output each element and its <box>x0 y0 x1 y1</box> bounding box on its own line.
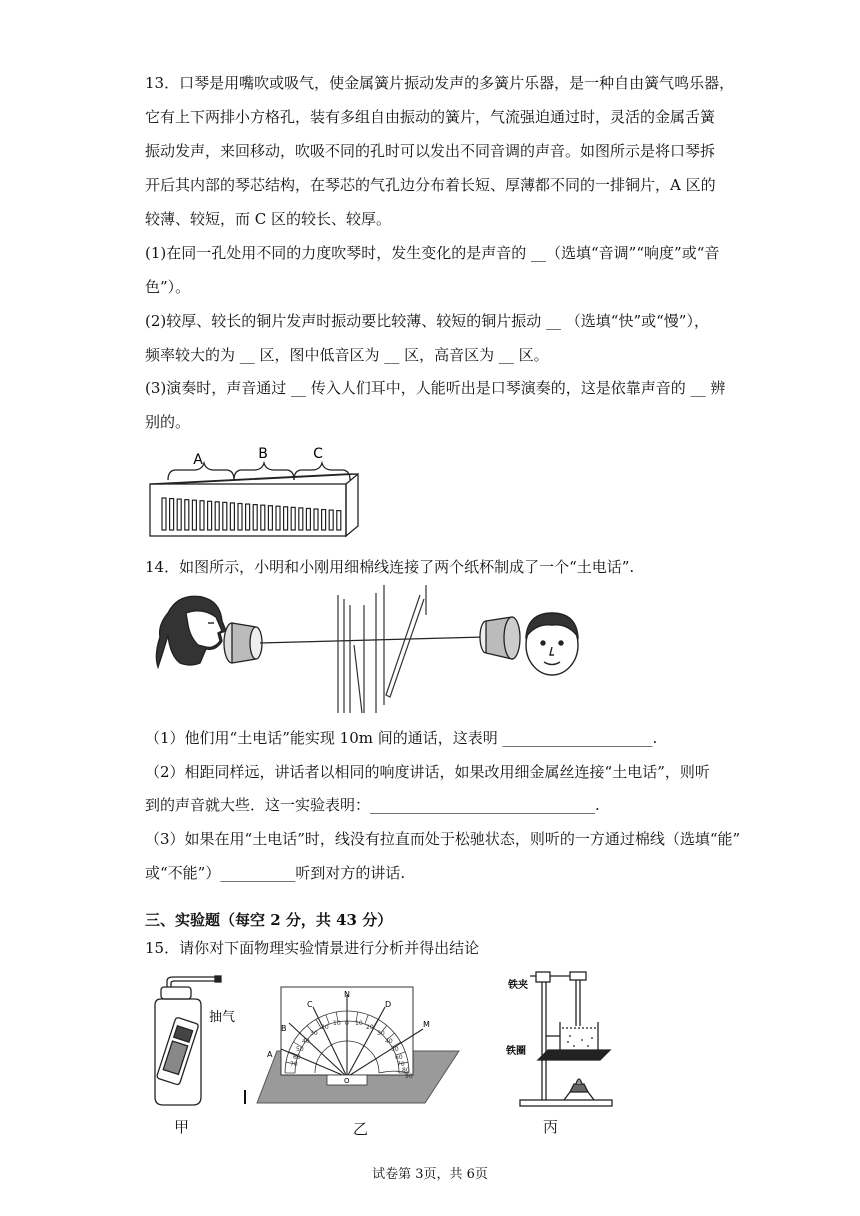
label-iron-clamp: 铁夹 <box>508 980 528 991</box>
scale-40-right: 40 <box>385 1038 393 1045</box>
ray-label-n: N <box>344 990 350 999</box>
caption-jia: 甲 <box>174 1118 190 1136</box>
ray-label-m: M <box>423 1020 430 1029</box>
q13-part1-line-1: (1)在同一孔处用不同的力度吹琴时，发生变化的是声音的 __（选填“音调”“响度”或“音 <box>145 244 720 262</box>
reed-slot <box>253 505 257 530</box>
iron-stand-figure <box>500 966 620 1108</box>
girl-speaker-icon <box>156 596 226 667</box>
reed-slot <box>337 511 341 530</box>
scale-30-left: 30 <box>310 1030 318 1037</box>
scale-40-left: 40 <box>302 1038 310 1045</box>
reed-slot <box>208 501 212 530</box>
divider-mark <box>244 1090 246 1104</box>
label-iron-ring: 铁圈 <box>506 1046 526 1057</box>
tin-can-telephone-figure <box>150 585 590 715</box>
reed-slot <box>200 501 204 530</box>
reed-slot <box>284 507 288 530</box>
reed-slot <box>246 504 250 530</box>
reed-slot <box>306 508 310 530</box>
reed-slot <box>230 503 234 530</box>
scale-10-left: 10 <box>333 1020 341 1027</box>
q13-part2-line-1: (2)较厚、较长的铜片发声时振动要比较薄、较短的铜片振动 __ （选填“快”或“慢”）， <box>145 312 709 330</box>
label-b: B <box>258 446 268 462</box>
jar-vacuum-figure <box>145 975 260 1115</box>
reed-slot <box>223 502 227 530</box>
reflection-protractor-figure <box>255 985 465 1107</box>
reed-slot <box>276 506 280 530</box>
q13-intro-line-3: 振动发声，来回移动，吹吸不同的孔时可以发出不同音调的声音。如图所示是将口琴拆 <box>145 142 716 160</box>
reed-slot <box>314 509 318 530</box>
right-paper-cup-icon <box>480 617 520 659</box>
q14-part2-line-1: （2）相距同样远，讲话者以相同的响度讲话，如果改用细金属丝连接“土电话”，则听 <box>145 763 710 781</box>
scale-30-right: 30 <box>377 1030 385 1037</box>
q14-part2-line-2: 到的声音就大些．这一实验表明：______________________________. <box>145 796 600 814</box>
q13-intro-line-4: 开后其内部的琴芯结构，在琴芯的气孔边分布着长短、厚薄都不同的一排铜片，A 区的 <box>145 176 716 194</box>
reed-slot <box>299 508 303 530</box>
left-paper-cup-icon <box>224 623 262 663</box>
boy-listener-icon <box>526 613 578 675</box>
scale-60-right: 60 <box>395 1054 403 1061</box>
door-frame-icon <box>338 585 426 713</box>
caption-yi: 乙 <box>353 1120 369 1138</box>
harmonica-reed-figure <box>146 444 362 540</box>
reed-slot <box>238 504 242 531</box>
pump-label: 抽气 <box>209 1010 236 1025</box>
cotton-string <box>260 637 484 643</box>
reed-slot <box>268 506 272 530</box>
ray-label-c: C <box>307 1000 313 1009</box>
q13-part3-line-1: (3)演奏时，声音通过 __ 传入人们耳中，人能听出是口琴演奏的，这是依靠声音的 __ 辨 <box>145 379 726 397</box>
mobile-phone-icon <box>156 1017 199 1085</box>
ray-label-o: O <box>344 1077 350 1085</box>
scale-70-right: 70 <box>397 1061 405 1068</box>
reed-slot <box>261 505 265 530</box>
q13-intro-line-2: 它有上下两排小方格孔，装有多组自由振动的簧片，气流强迫通过时，灵活的金属舌簧 <box>145 108 716 126</box>
label-c: C <box>313 446 323 462</box>
scale-10-right: 10 <box>355 1020 363 1027</box>
label-a: A <box>193 452 203 468</box>
scale-90-right: 90 <box>405 1073 413 1080</box>
scale-20-left: 20 <box>321 1024 329 1031</box>
q14-part1: （1）他们用“土电话”能实现 10m 间的通话，这表明 ____________________. <box>145 729 658 747</box>
q13-part2-line-2: 频率较大的为 __ 区，图中低音区为 __ 区，高音区为 __ 区。 <box>145 346 549 364</box>
q14-part3-line-1: （3）如果在用“土电话”时，线没有拉直而处于松驰状态，则听的一方通过棉线（选填“能” <box>145 830 741 848</box>
ray-label-b: B <box>281 1024 287 1033</box>
reed-slot <box>185 500 189 530</box>
scale-50-right: 50 <box>391 1046 399 1053</box>
scale-60-left: 60 <box>293 1054 301 1061</box>
scale-0: 0 <box>345 1020 349 1027</box>
section3-heading: 三、实验题（每空 2 分，共 43 分） <box>145 911 393 929</box>
q15-prompt: 15．请你对下面物理实验情景进行分析并得出结论 <box>145 939 480 957</box>
scale-50-left: 50 <box>296 1046 304 1053</box>
reed-slot <box>291 507 295 530</box>
scale-80-right: 80 <box>402 1067 410 1074</box>
q13-part3-line-2: 别的。 <box>145 413 191 431</box>
reed-slot <box>162 498 166 530</box>
reed-slot <box>170 499 174 530</box>
reed-slot <box>177 499 181 530</box>
caption-bing: 丙 <box>543 1118 559 1136</box>
q14-part3-line-2: 或“不能”）__________听到对方的讲话. <box>145 864 406 882</box>
reed-slot <box>322 510 326 530</box>
ray-label-a: A <box>267 1050 273 1059</box>
q13-intro-line-1: 13．口琴是用嘴吹或吸气，使金属簧片振动发声的多簧片乐器，是一种自由簧气鸣乐器， <box>145 74 735 92</box>
reed-slot <box>192 500 196 530</box>
reed-slot <box>215 502 219 530</box>
scale-70-left: 70 <box>290 1061 298 1068</box>
scale-20-right: 20 <box>366 1024 374 1031</box>
q14-intro: 14．如图所示，小明和小刚用细棉线连接了两个纸杯制成了一个“土电话”. <box>145 558 635 576</box>
page-footer: 试卷第 3页，共 6页 <box>372 1167 488 1182</box>
q13-intro-line-5: 较薄、较短，而 C 区的较长、较厚。 <box>145 210 392 228</box>
reed-slot <box>329 510 333 530</box>
q13-part1-line-2: 色”）。 <box>145 278 191 296</box>
ray-label-d: D <box>385 1000 392 1009</box>
